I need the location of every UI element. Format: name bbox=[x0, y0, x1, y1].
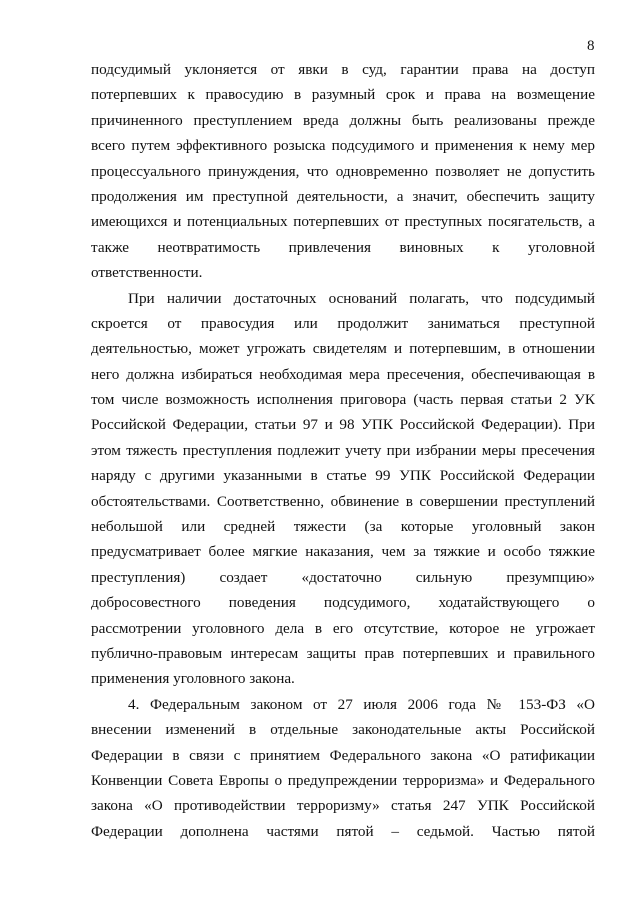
text-line: ответственности. bbox=[91, 264, 203, 282]
text-line: наряду с другими указанными в статье 99 УПК Российской Федерации bbox=[91, 467, 595, 485]
text-line: 4. Федеральным законом от 27 июля 2006 года № 153-ФЗ «О bbox=[128, 695, 595, 713]
text-line: публично-правовым интересам защиты прав потерпевших и правильного bbox=[91, 644, 595, 662]
text-line: причиненного преступлением вреда должны быть реализованы прежде bbox=[91, 111, 595, 129]
text-line: Конвенции Совета Европы о предупреждении терроризма» и Федерального bbox=[91, 771, 595, 789]
text-line: деятельностью, может угрожать свидетелям и потерпевшим, в отношении bbox=[91, 340, 595, 358]
text-line: закона «О противодействии терроризму» статья 247 УПК Российской bbox=[91, 797, 595, 815]
page-number: 8 bbox=[587, 38, 595, 54]
text-line: потерпевших к правосудию в разумный срок и права на возмещение bbox=[91, 86, 595, 104]
text-line: продолжения им преступной деятельности, а значит, обеспечить защиту bbox=[91, 187, 595, 205]
text-line: обстоятельствами. Соответственно, обвинение в совершении преступлений bbox=[91, 492, 595, 510]
text-line: небольшой или средней тяжести (за которые уголовный закон bbox=[91, 518, 595, 536]
text-line: всего путем эффективного розыска подсудимого и применения к нему мер bbox=[91, 137, 595, 155]
text-line: Федерации дополнена частями пятой – седьмой. Частью пятой bbox=[91, 822, 595, 840]
text-line: применения уголовного закона. bbox=[91, 670, 295, 688]
text-line: рассмотрении уголовного дела в его отсутствие, которое не угрожает bbox=[91, 619, 595, 637]
text-line: также неотвратимость привлечения виновных к уголовной bbox=[91, 238, 595, 256]
text-line: При наличии достаточных оснований полагать, что подсудимый bbox=[128, 289, 595, 307]
document-body-text bbox=[91, 57, 595, 844]
text-line: том числе возможность исполнения приговора (часть первая статьи 2 УК bbox=[91, 391, 595, 409]
text-line: имеющихся и потенциальных потерпевших от преступных посягательств, а bbox=[91, 213, 595, 231]
text-line: него должна избираться необходимая мера пресечения, обеспечивающая в bbox=[91, 365, 595, 383]
text-line: этом тяжесть преступления подлежит учету при избрании меры пресечения bbox=[91, 441, 595, 459]
text-line: Федерации в связи с принятием Федерального закона «О ратификации bbox=[91, 746, 595, 764]
text-line: скроется от правосудия или продолжит заниматься преступной bbox=[91, 314, 595, 332]
text-line: предусматривает более мягкие наказания, чем за тяжкие и особо тяжкие bbox=[91, 543, 595, 561]
text-line: добросовестного поведения подсудимого, ходатайствующего о bbox=[91, 594, 595, 612]
text-line: преступления) создает «достаточно сильную презумпцию» bbox=[91, 568, 595, 586]
text-line: Российской Федерации, статьи 97 и 98 УПК Российской Федерации). При bbox=[91, 416, 595, 434]
text-line: процессуального принуждения, что одновременно позволяет не допустить bbox=[91, 162, 595, 180]
text-line: внесении изменений в отдельные законодательные акты Российской bbox=[91, 721, 595, 739]
text-line: подсудимый уклоняется от явки в суд, гарантии права на доступ bbox=[91, 61, 595, 78]
